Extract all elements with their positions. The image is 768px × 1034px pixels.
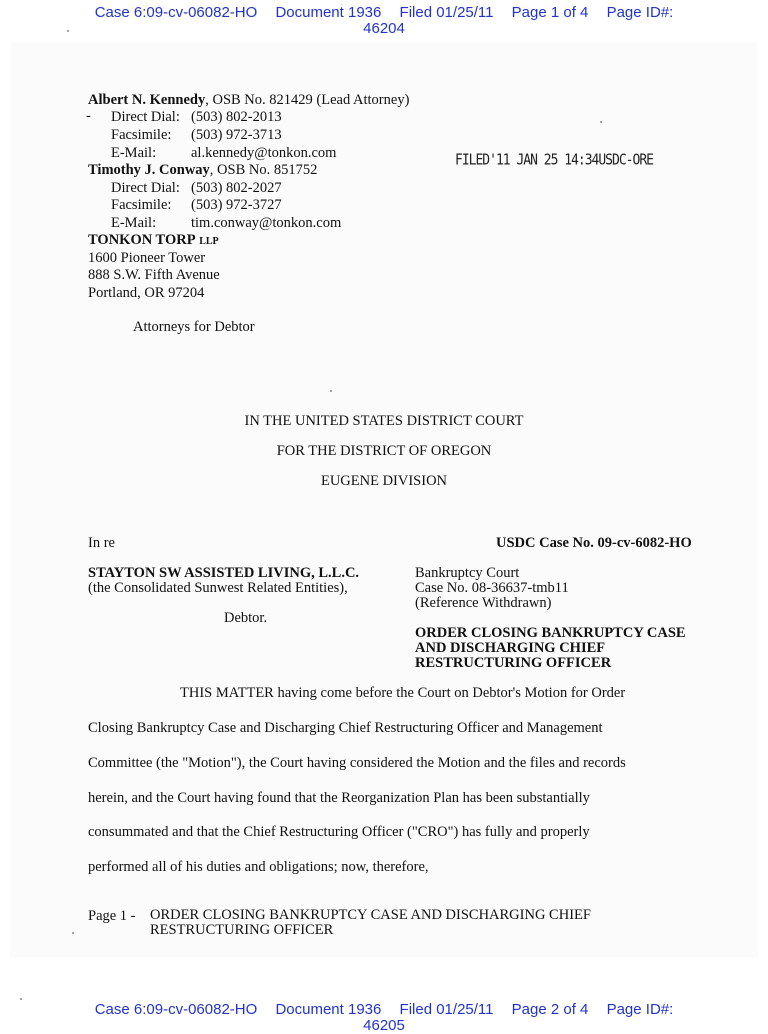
filed-stamp: FILED'11 JAN 25 14:34USDC-ORE xyxy=(455,151,653,170)
bankruptcy-case-number: Case No. 08-36637-tmb11 xyxy=(415,580,569,596)
attorney-1-bar: , OSB No. 821429 (Lead Attorney) xyxy=(205,92,410,108)
footer-page-label: Page 1 - xyxy=(88,908,136,924)
order-title-1: ORDER CLOSING BANKRUPTCY CASE xyxy=(415,625,686,641)
attorney-2-email: E-Mail: tim.conway@tonkon.com xyxy=(111,215,342,231)
margin-mark: - xyxy=(86,108,91,124)
body-line-1: THIS MATTER having come before the Court on Debtor's Motion for Order xyxy=(180,685,626,701)
ecf-header-bottom xyxy=(0,1002,768,1034)
reference-withdrawn: (Reference Withdrawn) xyxy=(415,595,552,611)
header-filed: Filed 01/25/11 xyxy=(399,1001,494,1018)
body-line-2: Closing Bankruptcy Case and Discharging Chief Restructuring Officer and Management xyxy=(88,720,603,736)
header-case: Case 6:09-cv-06082-HO xyxy=(94,4,258,21)
header-page-id: 46205 xyxy=(363,1017,405,1034)
scan-speck xyxy=(72,932,74,934)
footer-title-1: ORDER CLOSING BANKRUPTCY CASE AND DISCHARGING CHIEF xyxy=(150,907,591,923)
scan-speck xyxy=(20,998,22,1000)
attorney-1-email: E-Mail: al.kennedy@tonkon.com xyxy=(111,145,337,161)
debtor-name: STAYTON SW ASSISTED LIVING, L.L.C. xyxy=(88,565,360,581)
attorney-2-bar: , OSB No. 851752 xyxy=(209,162,318,178)
scan-speck xyxy=(600,121,602,123)
header-document: Document 1936 xyxy=(275,1001,382,1018)
attorney-1-name: Albert N. Kennedy xyxy=(88,92,206,108)
footer-title-2: RESTRUCTURING OFFICER xyxy=(150,922,334,938)
bankruptcy-court: Bankruptcy Court xyxy=(415,565,520,581)
body-line-3: Committee (the "Motion"), the Court having considered the Motion and the files and records xyxy=(88,755,626,771)
firm-address-3: Portland, OR 97204 xyxy=(88,285,205,301)
header-page: Page 1 of 4 xyxy=(511,4,589,21)
attorney-1-facsimile: Facsimile: (503) 972-3713 xyxy=(111,127,282,143)
body-line-5: consummated and that the Chief Restructuring Officer ("CRO") has fully and properly xyxy=(88,824,590,840)
court-line-3: EUGENE DIVISION xyxy=(320,473,448,489)
header-case: Case 6:09-cv-06082-HO xyxy=(94,1001,258,1018)
attorneys-for: Attorneys for Debtor xyxy=(133,319,255,335)
header-page-id: 46204 xyxy=(363,20,405,37)
firm-name: TONKON TORP LLP xyxy=(88,232,219,248)
body-line-4: herein, and the Court having found that the Reorganization Plan has been substantially xyxy=(88,790,590,806)
attorney-2-direct-dial: Direct Dial: (503) 802-2027 xyxy=(111,180,282,196)
header-page-id-label: Page ID#: xyxy=(606,4,674,21)
usdc-case-number: USDC Case No. 09-cv-6082-HO xyxy=(496,535,692,551)
scan-speck xyxy=(67,30,69,32)
header-page: Page 2 of 4 xyxy=(511,1001,589,1018)
attorney-2-line xyxy=(88,162,317,180)
ecf-header-top xyxy=(0,5,768,37)
header-page-id-label: Page ID#: xyxy=(606,1001,674,1018)
attorney-2-name: Timothy J. Conway xyxy=(88,162,210,178)
order-title-3: RESTRUCTURING OFFICER xyxy=(415,655,612,671)
scan-speck xyxy=(330,390,332,392)
in-re: In re xyxy=(88,535,115,551)
firm-address-1: 1600 Pioneer Tower xyxy=(88,250,206,266)
firm-address-2: 888 S.W. Fifth Avenue xyxy=(88,267,220,283)
body-line-6: performed all of his duties and obligations; now, therefore, xyxy=(88,859,429,875)
court-line-2: FOR THE DISTRICT OF OREGON xyxy=(276,443,492,459)
attorney-1-line xyxy=(88,92,409,110)
attorney-1-direct-dial: Direct Dial: (503) 802-2013 xyxy=(111,109,282,125)
header-document: Document 1936 xyxy=(275,4,382,21)
court-line-1: IN THE UNITED STATES DISTRICT COURT xyxy=(244,413,524,429)
header-filed: Filed 01/25/11 xyxy=(399,4,494,21)
debtor-description: (the Consolidated Sunwest Related Entities), xyxy=(88,580,348,596)
attorney-2-facsimile: Facsimile: (503) 972-3727 xyxy=(111,197,282,213)
order-title-2: AND DISCHARGING CHIEF xyxy=(415,640,606,656)
debtor-label: Debtor. xyxy=(224,610,268,626)
